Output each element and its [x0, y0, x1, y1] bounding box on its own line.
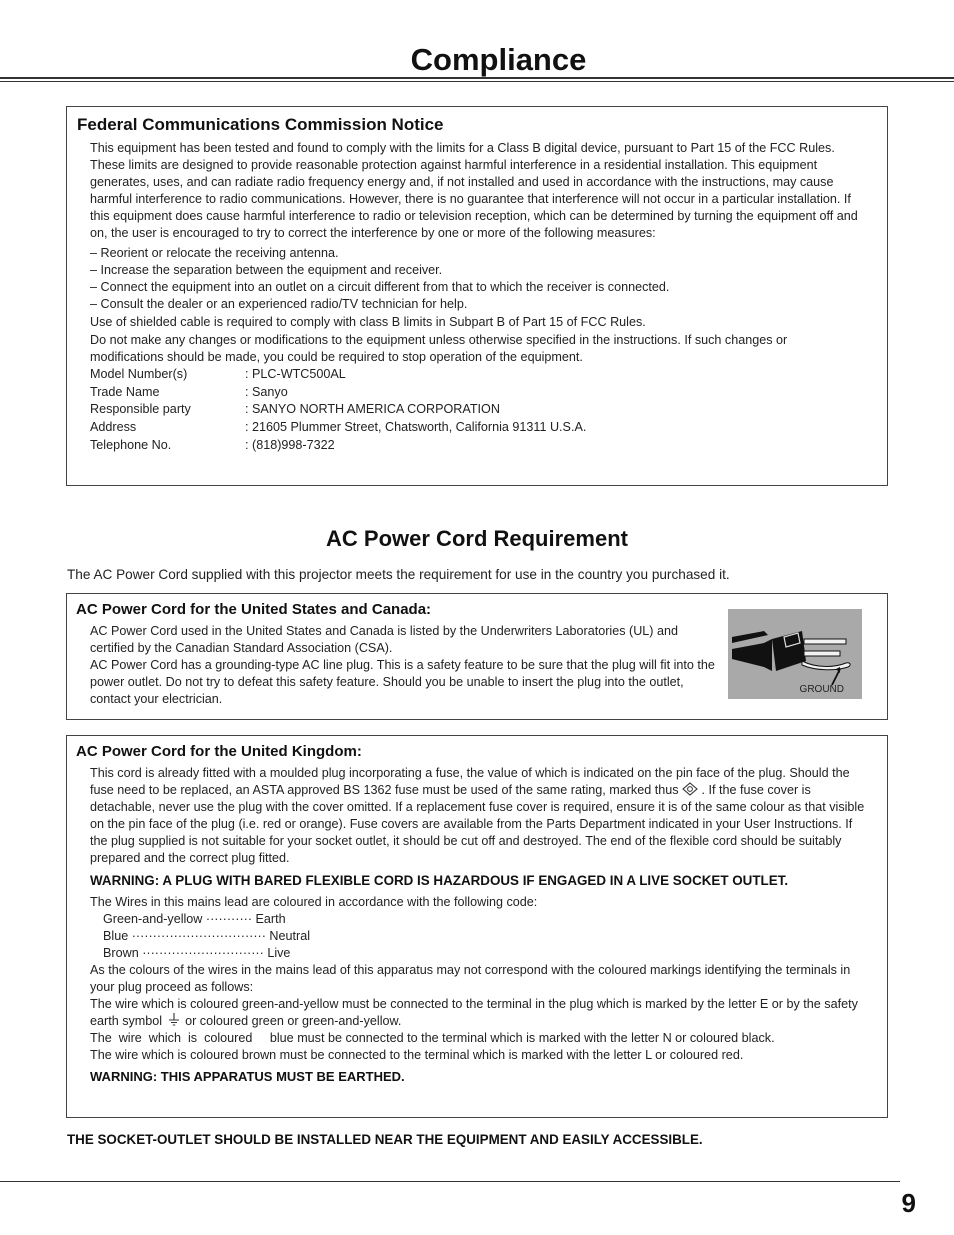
- list-item: Brown ····························· Live: [103, 945, 291, 960]
- fcc-measures-list: [90, 245, 860, 313]
- list-item: Blue ································ Neutral: [103, 928, 311, 943]
- ac-intro: The AC Power Cord supplied with this projector meets the requirement for use in the country you purchased it.: [67, 567, 730, 582]
- uk-p1: [90, 765, 870, 868]
- fcc-info-table: [90, 367, 586, 455]
- uk-p5: The wire which is coloured brown must be connected to the terminal which is marked with the letter L or coloured red.: [90, 1048, 744, 1063]
- us-canada-body: [90, 623, 715, 708]
- list-item: – Consult the dealer or an experienced radio/TV technician for help.: [90, 296, 860, 313]
- page-number: 9: [901, 1188, 916, 1218]
- uk-wires-intro: The Wires in this mains lead are coloured in accordance with the following code:: [90, 894, 538, 909]
- list-item: – Reorient or relocate the receiving antenna.: [90, 245, 860, 262]
- bsi-mark-icon: [682, 782, 698, 796]
- table-row: [90, 367, 586, 385]
- uk-p1-a: This cord is already fitted with a moulded plug incorporating a fuse, the value of which is indicated on the pin face of the plug. Should the fuse need to be replaced, an ASTA approved BS 1362 fuse must be used of the same rating, marked thus: [90, 766, 850, 798]
- socket-outlet-note: THE SOCKET-OUTLET SHOULD BE INSTALLED NEAR THE EQUIPMENT AND EASILY ACCESSIBLE.: [67, 1132, 703, 1147]
- fcc-heading: Federal Communications Commission Notice: [77, 115, 444, 134]
- list-item: – Connect the equipment into an outlet on a circuit different from that to which the receiver is connected.: [90, 279, 860, 296]
- info-label: Trade Name: [90, 384, 160, 399]
- uk-p1-b: . If the fuse cover is detachable, never use the plug with the cover omitted. If a replacement fuse cover is required, ensure it is of the same colour as that visible on the pin face of the plug (i.e. red or orange). Fuse covers are available from the Parts Department indicated in your User Instructions. If the plug supplied is not suitable for your socket outlet, it should be cut off and destroyed. The end of the flexible cord should be suitably prepared and the correct plug fitted.: [90, 783, 865, 866]
- table-row: [90, 402, 586, 420]
- uk-body: [90, 765, 870, 1086]
- uk-warning-bared-cord: WARNING: A PLUG WITH BARED FLEXIBLE CORD IS HAZARDOUS IF ENGAGED IN A LIVE SOCKET OUTLET.: [90, 872, 789, 888]
- title-rule-thick: [0, 77, 954, 79]
- info-value: : Sanyo: [245, 384, 288, 399]
- uk-box: [66, 735, 888, 1118]
- us-canada-heading: AC Power Cord for the United States and Canada:: [76, 601, 432, 618]
- uk-p4: The wire which is coloured blue must be connected to the terminal which is marked with the letter N or coloured black.: [90, 1031, 775, 1046]
- ac-section-heading: AC Power Cord Requirement: [326, 526, 628, 551]
- info-label: Telephone No.: [90, 437, 172, 452]
- uk-p2: As the colours of the wires in the mains lead of this apparatus may not correspond with the coloured markings identifying the terminals in your plug proceed as follows:: [90, 962, 851, 994]
- fcc-changes: Do not make any changes or modifications to the equipment unless otherwise specified in the instructions. If such changes or modifications should be made, you could be required to stop operation of the equipment.: [90, 333, 788, 365]
- ground-label: GROUND: [799, 684, 844, 695]
- uk-p3-b: or coloured green or green-and-yellow.: [185, 1013, 402, 1028]
- info-label: Address: [90, 420, 137, 434]
- uk-warning-earthed: WARNING: THIS APPARATUS MUST BE EARTHED.: [90, 1069, 405, 1085]
- table-row: [90, 385, 586, 403]
- uk-heading: AC Power Cord for the United Kingdom:: [76, 743, 362, 760]
- page-title: Compliance: [410, 42, 587, 77]
- info-value: : PLC-WTC500AL: [245, 367, 346, 382]
- list-item: – Increase the separation between the equipment and receiver.: [90, 262, 860, 279]
- grounding-plug-illustration: [728, 609, 862, 699]
- list-item: Green-and-yellow ··········· Earth: [103, 911, 286, 926]
- footer-rule: [0, 1181, 900, 1182]
- uk-p3: [90, 996, 870, 1030]
- fcc-notice-box: [66, 106, 888, 486]
- info-value: : 21605 Plummer Street, Chatsworth, California 91311 U.S.A.: [245, 420, 587, 434]
- info-value: : SANYO NORTH AMERICA CORPORATION: [245, 402, 500, 417]
- info-value: : (818)998-7322: [245, 437, 335, 452]
- fcc-shielded: Use of shielded cable is required to comply with class B limits in Subpart B of Part 15 of FCC Rules.: [90, 314, 646, 329]
- fcc-intro: This equipment has been tested and found to comply with the limits for a Class B digital device, pursuant to Part 15 of the FCC Rules. These limits are designed to provide reasonable protection against harmful interference in a residential installation. This equipment generates, uses, and can radiate radio frequency energy and, if not installed and used in accordance with the instructions, may cause harmful interference to radio communications. However, there is no guarantee that interference will not occur in a particular installation. If this equipment does cause harmful interference to radio or television reception, which can be determined by turning the equipment off and on, the user is encouraged to try to correct the interference by one or more of the following measures:: [90, 141, 858, 241]
- info-label: Responsible party: [90, 402, 191, 417]
- table-row: [90, 438, 586, 456]
- earth-symbol-icon: [166, 1013, 182, 1027]
- title-rule-thin: [0, 81, 954, 82]
- us-p2: AC Power Cord has a grounding-type AC line plug. This is a safety feature to be sure that the plug will fit into the power outlet. Do not try to defeat this safety feature. Should you be unable to insert the plug into the outlet, contact your electrician.: [90, 658, 715, 707]
- fcc-body: [90, 140, 860, 455]
- uk-wire-codes: [90, 911, 870, 962]
- table-row: [90, 420, 586, 438]
- us-p1: AC Power Cord used in the United States and Canada is listed by the Underwriters Laboratories (UL) and certified by the Canadian Standard Association (CSA).: [90, 624, 679, 656]
- info-label: Model Number(s): [90, 367, 188, 382]
- uk-p3-a: The wire which is coloured green-and-yellow must be connected to the terminal in the plug which is marked by the letter E or by the safety earth symbol: [90, 996, 858, 1028]
